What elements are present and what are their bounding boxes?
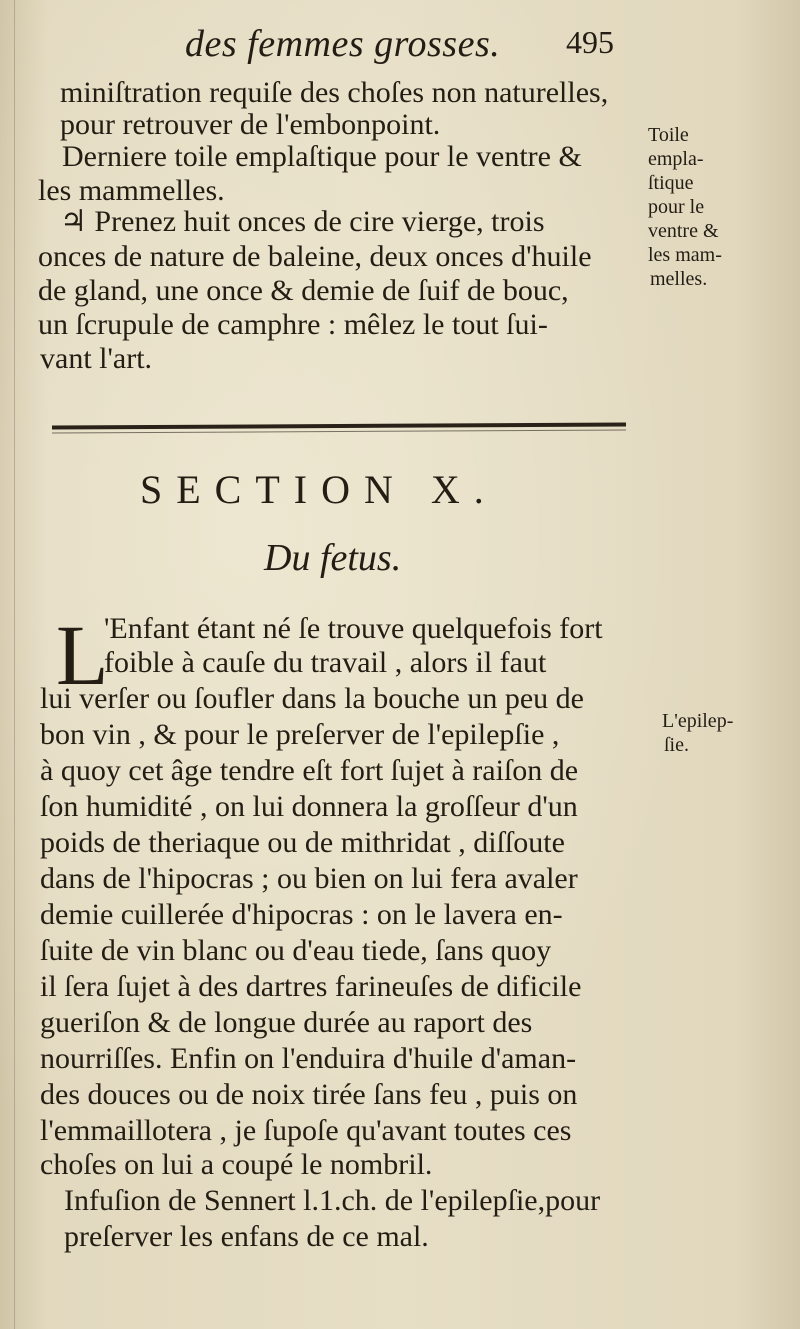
page-header: [0, 18, 800, 68]
recipe-line: ♃ Prenez huit onces de cire vierge, trois: [60, 205, 545, 238]
text-line: 'Enfant étant né ſe trouve quelquefois fort: [104, 612, 603, 645]
margin-note-line: ſtique: [648, 172, 694, 194]
margin-note-line: melles.: [650, 268, 708, 290]
section-subtitle: Du fetus.: [264, 537, 402, 579]
page-gutter: [14, 0, 15, 1329]
text-line: des douces ou de noix tirée ſans feu , puis on: [40, 1078, 578, 1111]
text-line: demie cuillerée d'hipocras : on le lavera en-: [40, 898, 563, 931]
text-line: dans de l'hipocras ; ou bien on lui fera avaler: [40, 862, 578, 895]
text-line: bon vin , & pour le preſerver de l'epilepſie ,: [40, 718, 560, 751]
text-line: Derniere toile emplaſtique pour le ventre &: [62, 140, 582, 173]
running-title: des femmes grosses.: [185, 23, 501, 65]
text-line: preſerver les enfans de ce mal.: [64, 1220, 429, 1253]
text-line: un ſcrupule de camphre : mêlez le tout ſui-: [38, 308, 548, 341]
margin-note-line: ventre &: [648, 220, 719, 242]
drop-cap: L: [56, 607, 109, 703]
section-rule: [52, 422, 626, 429]
text-line: onces de nature de baleine, deux onces d'huile: [38, 240, 592, 273]
text-line: poids de theriaque ou de mithridat , diſſoute: [40, 826, 565, 859]
margin-note-line: les mam-: [648, 244, 722, 266]
margin-note-line: Toile: [648, 124, 689, 146]
margin-note-line: empla-: [648, 148, 704, 170]
text-line: les mammelles.: [38, 174, 225, 207]
text-line: pour retrouver de l'embonpoint.: [60, 108, 441, 141]
text-line: foible à cauſe du travail , alors il faut: [104, 646, 547, 679]
text-line: vant l'art.: [40, 342, 153, 375]
section-rule-thin: [52, 429, 626, 433]
text-line: à quoy cet âge tendre eſt fort ſujet à raiſon de: [40, 754, 579, 787]
margin-note-line: pour le: [648, 196, 705, 218]
page-number: 495: [566, 24, 614, 60]
text-line: l'emmaillotera , je ſupoſe qu'avant toutes ces: [40, 1114, 572, 1147]
text-line: ſuite de vin blanc ou d'eau tiede, ſans quoy: [40, 934, 552, 967]
text-line: il ſera ſujet à des dartres farineuſes de dificile: [40, 970, 582, 1003]
text-line: choſes on lui a coupé le nombril.: [40, 1148, 433, 1181]
text-line: Infuſion de Sennert l.1.ch. de l'epilepſie,pour: [64, 1184, 601, 1217]
text-line: ſon humidité , on lui donnera la groſſeur d'un: [40, 790, 578, 823]
text-line: nourriſſes. Enfin on l'enduira d'huile d'aman-: [40, 1042, 577, 1075]
margin-note-line: ſie.: [664, 734, 689, 756]
text-line: lui verſer ou ſoufler dans la bouche un peu de: [40, 682, 584, 715]
text-line: de gland, une once & demie de ſuif de bouc,: [38, 274, 569, 307]
section-title: SECTION X.: [140, 467, 498, 512]
margin-note-line: L'epilep-: [662, 710, 734, 732]
text-line: miniſtration requiſe des choſes non naturelles,: [60, 76, 609, 109]
text-line: gueriſon & de longue durée au raport des: [40, 1006, 533, 1039]
